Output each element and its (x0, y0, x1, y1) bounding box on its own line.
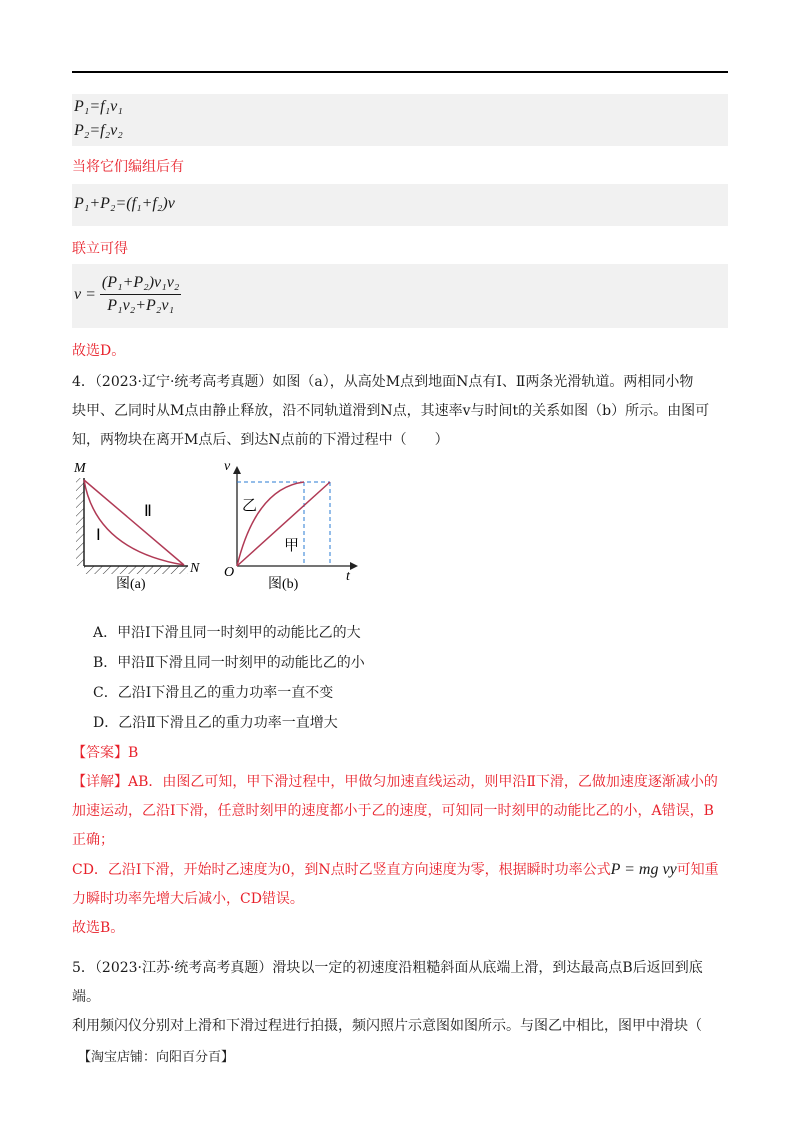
formula-p2: P₂=f₂v₂ (74, 122, 123, 139)
option-a: A．甲沿Ⅰ下滑且同一时刻甲的动能比乙的大 (93, 625, 361, 641)
formula-v-denominator: P₁v₂+P₂v₁ (107, 297, 175, 314)
q4-detail-line3: 正确； (72, 832, 114, 848)
formula-sum: P₁+P₂=(f₁+f₂)v (74, 195, 175, 212)
label-t: t (346, 569, 350, 584)
label-m: M (74, 461, 86, 476)
q4-power-formula: P = mg vy (610, 861, 677, 878)
formula-block-power (72, 94, 728, 146)
q4-conclusion: 故选B。 (72, 920, 125, 936)
q4-detail-line4-end: 可知重 (676, 862, 719, 878)
q4-detail-line4-text: CD．乙沿Ⅰ下滑，开始时乙速度为0，到N点时乙竖直方向速度为零，根据瞬时功率公式 (72, 862, 611, 878)
figure-b (220, 458, 360, 598)
formula-block-v (72, 264, 728, 328)
formula-v-fraction (100, 274, 181, 315)
caption-b: 图(b) (268, 577, 299, 592)
label-yi: 乙 (242, 498, 258, 514)
q4-stem-line2: 块甲、乙同时从M点由静止释放，沿不同轨道滑到N点，其速率v与时间t的关系如图（b）所示。由图可 (72, 403, 710, 419)
label-n: N (190, 561, 200, 576)
q4-detail (72, 768, 728, 943)
header-rule (72, 71, 728, 73)
text-combine: 当将它们编组后有 (72, 159, 184, 175)
text-simultaneous: 联立可得 (72, 241, 128, 257)
formula-v-lhs: v = (74, 285, 96, 303)
option-d: D．乙沿Ⅱ下滑且乙的重力功率一直增大 (93, 715, 338, 731)
formula-block-sum (72, 184, 728, 226)
q5-line2: 利用频闪仪分别对上滑和下滑过程进行拍摄，频闪照片示意图如图所示。与图乙中相比，图甲中滑块（ (72, 1018, 702, 1034)
v-axis-arrow (233, 466, 241, 474)
q4-detail-line1: 【详解】AB．由图乙可知，甲下滑过程中，甲做匀加速直线运动，则甲沿Ⅱ下滑，乙做加速度逐渐减小的 (72, 774, 718, 790)
formula-v-numerator: (P₁+P₂)v₁v₂ (100, 274, 181, 295)
q5-line1: 5．（2023·江苏·统考高考真题）滑块以一定的初速度沿粗糙斜面从底端上滑，到达最高点B后返回到底端。 (72, 960, 703, 1005)
label-v: v (224, 459, 231, 474)
q4-detail-line4 (72, 855, 728, 885)
caption-a: 图(a) (116, 577, 146, 592)
q5-stem (72, 954, 728, 1041)
q4-stem (72, 368, 728, 455)
q4-detail-line5: 力瞬时功率先增大后减小，CD错误。 (72, 891, 304, 907)
q4-stem-line3: 知，两物块在离开M点后、到达N点前的下滑过程中（ ） (72, 432, 449, 448)
ground-hatch (84, 566, 188, 574)
option-b: B．甲沿Ⅱ下滑且同一时刻甲的动能比乙的小 (93, 655, 365, 671)
label-origin: O (224, 565, 235, 580)
formula-p1: P₁=f₁v₁ (74, 98, 123, 115)
figure-a (66, 458, 206, 598)
option-c: C．乙沿Ⅰ下滑且乙的重力功率一直不变 (93, 685, 334, 701)
footer-shop: 【淘宝店铺：向阳百分百】 (78, 1050, 235, 1065)
wall-hatch (76, 478, 84, 566)
label-track-2: Ⅱ (144, 503, 152, 520)
track-2-line (84, 480, 184, 565)
label-track-1: Ⅰ (96, 527, 101, 544)
t-axis-arrow (350, 562, 358, 570)
q4-stem-line1: 4．（2023·辽宁·统考高考真题）如图（a），从高处M点到地面N点有Ⅰ、Ⅱ两条光滑轨道。两相同小物 (72, 374, 694, 390)
q4-answer: 【答案】B (72, 745, 139, 761)
label-jia: 甲 (284, 538, 300, 554)
q4-detail-line2: 加速运动，乙沿Ⅰ下滑，任意时刻甲的速度都小于乙的速度，可知同一时刻甲的动能比乙的小，A错误，B (72, 803, 714, 819)
text-answer-prev: 故选D。 (72, 343, 126, 359)
